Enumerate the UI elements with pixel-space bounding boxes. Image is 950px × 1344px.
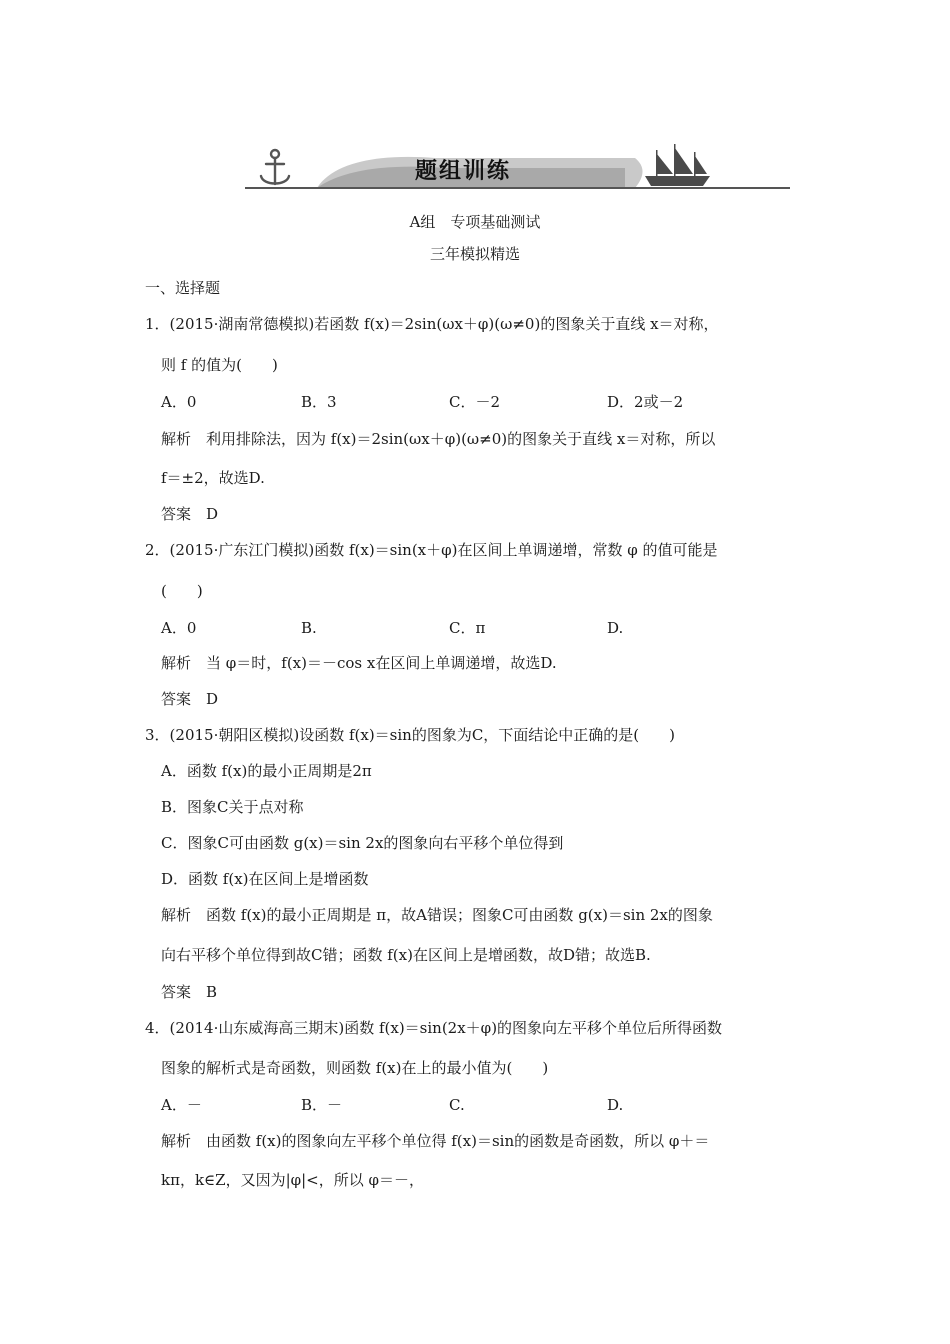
q1-option-b: B．3: [301, 393, 337, 411]
q2-option-b: B.: [301, 619, 317, 637]
sub-heading: 三年模拟精选: [429, 245, 520, 263]
q1-analysis-line2: f＝±2，故选D.: [161, 469, 265, 487]
q4-analysis-line2: kπ，k∈Z，又因为|φ|<，所以 φ＝－，: [161, 1171, 425, 1189]
q3-option-c: C．图象C可由函数 g(x)＝sin 2x的图象向右平移个单位得到: [161, 834, 564, 852]
q1-option-a: A．0: [161, 393, 197, 411]
q4-option-a: A．－: [161, 1096, 202, 1114]
q1-option-c: C．－2: [449, 393, 501, 411]
q1-stem-line1: 1．(2015·湖南常德模拟)若函数 f(x)＝2sin(ωx＋φ)(ω≠0)的图象关于直线 x＝对称，: [145, 315, 719, 333]
q4-option-b: B．－: [301, 1096, 343, 1114]
group-heading: A组 专项基础测试: [409, 213, 541, 231]
q1-answer: 答案 D: [161, 505, 219, 523]
q2-answer: 答案 D: [161, 690, 219, 708]
section-title: 一、选择题: [145, 279, 221, 297]
q3-option-d: D．函数 f(x)在区间上是增函数: [161, 870, 369, 888]
q3-option-b: B．图象C关于点对称: [161, 798, 304, 816]
banner-title: 题组训练: [415, 159, 512, 184]
q3-analysis-line1: 解析 函数 f(x)的最小正周期是 π，故A错误；图象C可由函数 g(x)＝sin 2x的图象: [161, 906, 713, 924]
section-banner: [245, 140, 790, 192]
q2-option-a: A．0: [161, 619, 197, 637]
q4-option-d: D.: [607, 1096, 624, 1114]
ship-icon: [645, 144, 710, 186]
q3-option-a: A．函数 f(x)的最小正周期是2π: [161, 762, 372, 780]
anchor-icon: [261, 150, 289, 184]
q2-stem-line2: ( ): [161, 582, 203, 600]
q3-answer: 答案 B: [161, 983, 218, 1001]
q1-analysis-line1: 解析 利用排除法，因为 f(x)＝2sin(ωx＋φ)(ω≠0)的图象关于直线 x＝对称，所以: [161, 430, 716, 448]
q4-stem-line2: 图象的解析式是奇函数，则函数 f(x)在上的最小值为( ): [161, 1059, 549, 1077]
q2-analysis-line1: 解析 当 φ＝时，f(x)＝－cos x在区间上单调递增，故选D.: [161, 654, 557, 672]
q3-stem-line1: 3．(2015·朝阳区模拟)设函数 f(x)＝sin的图象为C，下面结论中正确的是( ): [145, 726, 676, 744]
q4-option-c: C.: [449, 1096, 465, 1114]
q2-stem-line1: 2．(2015·广东江门模拟)函数 f(x)＝sin(x＋φ)在区间上单调递增，常数 φ 的值可能是: [145, 541, 718, 559]
q2-option-d: D.: [607, 619, 624, 637]
q1-option-d: D．2或－2: [607, 393, 684, 411]
q4-analysis-line1: 解析 由函数 f(x)的图象向左平移个单位得 f(x)＝sin的函数是奇函数，所以 φ＋＝: [161, 1132, 710, 1150]
q1-stem-line2: 则 f 的值为( ): [161, 356, 278, 374]
q3-analysis-line2: 向右平移个单位得到故C错；函数 f(x)在区间上是增函数，故D错；故选B.: [161, 946, 651, 964]
banner-graphic: [245, 140, 790, 192]
q2-option-c: C．π: [449, 619, 486, 637]
q4-stem-line1: 4．(2014·山东威海高三期末)函数 f(x)＝sin(2x＋φ)的图象向左平移个单位后所得函数: [145, 1019, 723, 1037]
